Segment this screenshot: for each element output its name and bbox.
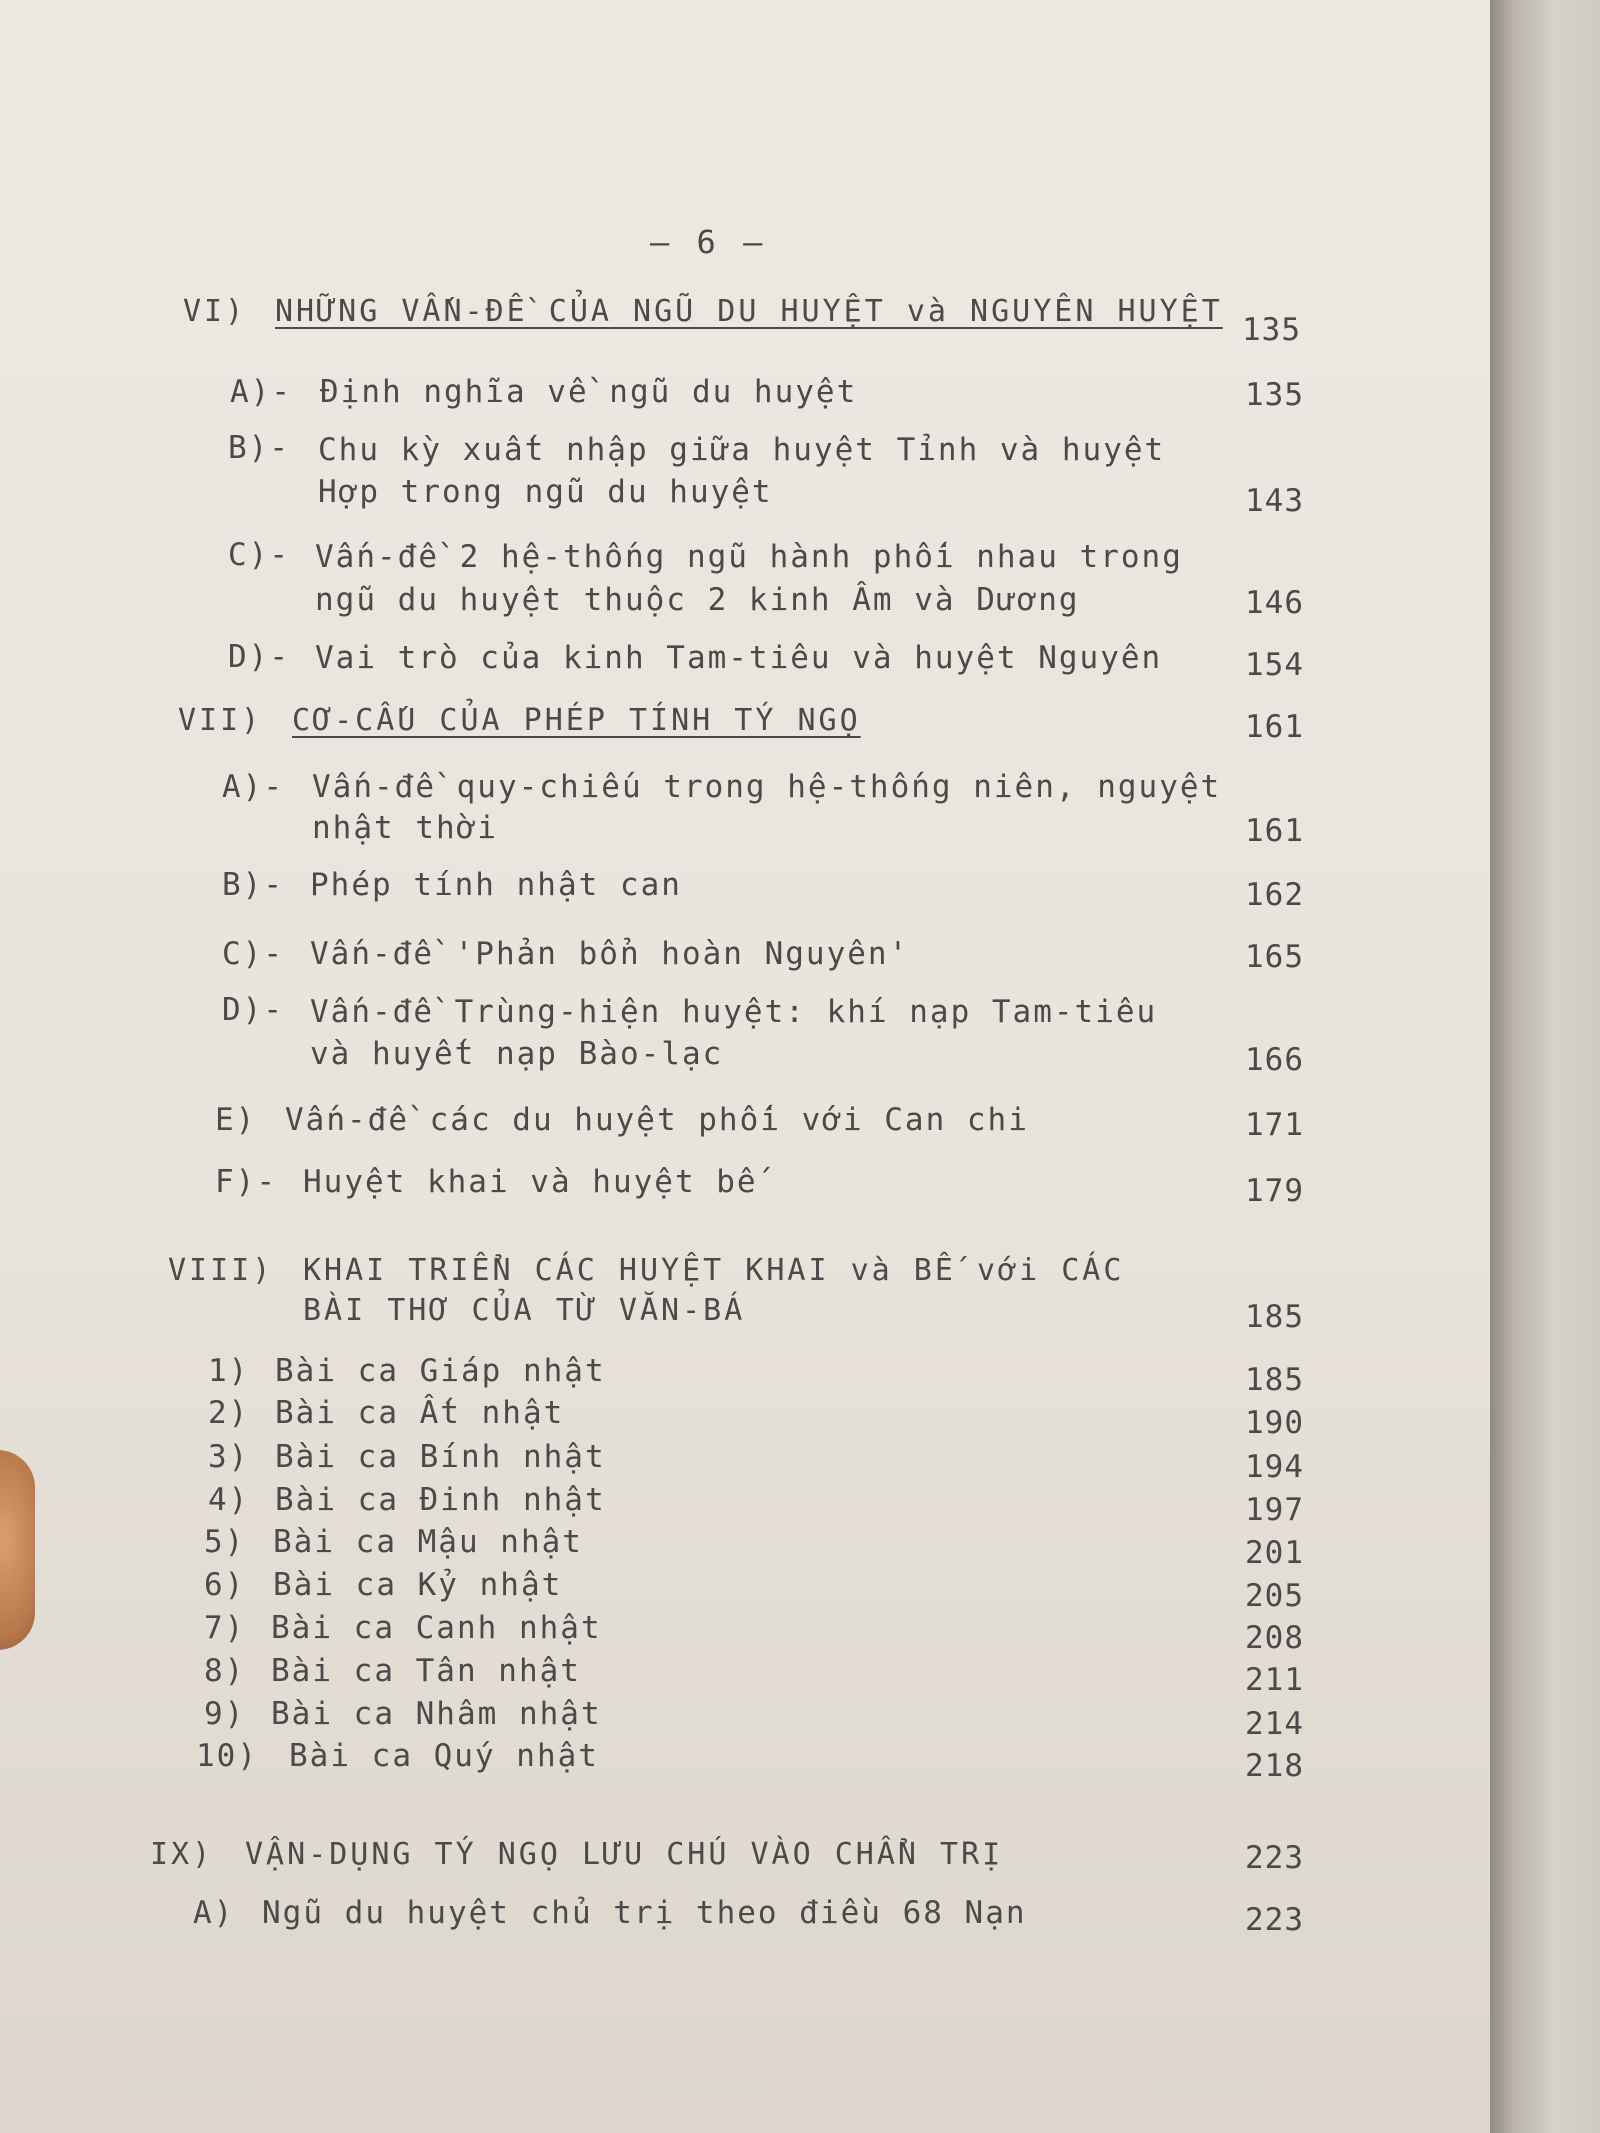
section-vi-title: NHỮNG VẤN-ĐỀ CỦA NGŨ DU HUYỆT và NGUYÊN HUYỆT [275,294,1223,329]
section-ix-roman: IX) [150,1837,214,1872]
entry-text: Huyệt khai và huyệt bế [303,1164,758,1200]
next-page-edge [1490,0,1600,2133]
song-text: Bài ca Kỷ nhật [273,1567,563,1603]
entry-text: Vấn-đề Trùng-hiện huyệt: khí nạp Tam-tiêu [310,994,1158,1030]
song-text: Bài ca Bính nhật [275,1439,606,1475]
entry-label: A) [193,1895,235,1931]
section-viii-page: 185 [1245,1299,1304,1335]
entry-text: Định nghĩa về ngũ du huyệt [320,374,858,410]
entry-label: C)- [228,537,290,573]
section-ix-page: 223 [1245,1840,1304,1876]
entry-page: 165 [1245,939,1304,975]
song-page: 185 [1245,1362,1304,1398]
entry-label: B)- [222,867,284,903]
song-page: 208 [1245,1620,1304,1656]
song-page: 214 [1245,1706,1304,1742]
song-text: Bài ca Nhâm nhật [271,1696,602,1732]
song-label: 6) [204,1567,246,1603]
song-page: 190 [1245,1405,1304,1441]
section-viii-title-line2: BÀI THƠ CỦA TỪ VĂN-BÁ [303,1293,746,1328]
entry-text-line2: và huyết nạp Bào-lạc [310,1036,724,1072]
entry-label: E) [215,1102,257,1138]
entry-text: Vai trò của kinh Tam-tiêu và huyệt Nguyên [315,640,1163,676]
song-label: 9) [204,1696,246,1732]
song-text: Bài ca Canh nhật [271,1610,602,1646]
entry-text: Vấn-đề các du huyệt phối với Can chi [285,1102,1029,1138]
section-vi-page: 135 [1242,312,1301,348]
song-page: 218 [1245,1748,1304,1784]
entry-text: Vấn-đề quy-chiếu trong hệ-thống niên, nguyệt [312,769,1222,805]
entry-page: 179 [1245,1173,1304,1209]
song-page: 201 [1245,1535,1304,1571]
entry-text: Vấn-đề 2 hệ-thống ngũ hành phối nhau trong [315,539,1183,575]
song-text: Bài ca Đinh nhật [275,1482,606,1518]
section-viii-roman: VIII) [168,1253,274,1288]
entry-page: 146 [1245,585,1304,621]
song-page: 194 [1245,1449,1304,1485]
entry-text: Vấn-đề 'Phản bổn hoàn Nguyên' [310,936,910,972]
entry-label: B)- [228,430,290,466]
entry-text: Ngũ du huyệt chủ trị theo điều 68 Nạn [262,1895,1027,1931]
section-ix-title: VẬN-DỤNG TÝ NGỌ LƯU CHÚ VÀO CHẨN TRỊ [245,1837,1004,1872]
entry-label: A)- [230,374,292,410]
entry-text: Phép tính nhật can [310,867,682,903]
entry-page: 161 [1245,813,1304,849]
entry-page: 154 [1245,647,1304,683]
song-text: Bài ca Tân nhật [271,1653,581,1689]
song-text: Bài ca Mậu nhật [273,1524,583,1560]
section-vii-page: 161 [1245,709,1304,745]
song-page: 197 [1245,1492,1304,1528]
section-vii-roman: VII) [178,703,263,738]
entry-text-line2: Hợp trong ngũ du huyệt [318,474,773,510]
song-page: 211 [1245,1662,1304,1698]
song-label: 4) [208,1482,250,1518]
section-vi-roman: VI) [183,294,247,329]
song-text: Bài ca Giáp nhật [275,1353,606,1389]
song-label: 1) [208,1353,250,1389]
entry-text-line2: nhật thời [312,810,498,846]
entry-text: Chu kỳ xuất nhập giữa huyệt Tỉnh và huyệt [318,432,1166,468]
entry-label: C)- [222,936,284,972]
entry-page: 166 [1245,1042,1304,1078]
song-label: 3) [208,1439,250,1475]
song-page: 205 [1245,1578,1304,1614]
song-text: Bài ca Ất nhật [275,1395,565,1431]
song-label: 8) [204,1653,246,1689]
page-number: — 6 — [650,223,767,261]
song-label: 2) [208,1395,250,1431]
entry-page: 162 [1245,877,1304,913]
entry-label: F)- [215,1164,277,1200]
entry-page: 143 [1245,483,1304,519]
song-label: 5) [204,1524,246,1560]
song-label: 10) [196,1738,258,1774]
song-label: 7) [204,1610,246,1646]
section-viii-title: KHAI TRIỂN CÁC HUYỆT KHAI và BẾ với CÁC [303,1253,1125,1288]
entry-label: A)- [222,769,284,805]
section-vii-title: CƠ-CẤU CỦA PHÉP TÍNH TÝ NGỌ [292,703,861,738]
entry-label: D)- [228,639,290,675]
entry-page: 223 [1245,1902,1304,1938]
entry-page: 171 [1245,1107,1304,1143]
entry-text-line2: ngũ du huyệt thuộc 2 kinh Âm và Dương [315,582,1080,618]
entry-page: 135 [1245,377,1304,413]
entry-label: D)- [222,992,284,1028]
finger-shadow [0,1450,35,1650]
song-text: Bài ca Quý nhật [289,1738,599,1774]
